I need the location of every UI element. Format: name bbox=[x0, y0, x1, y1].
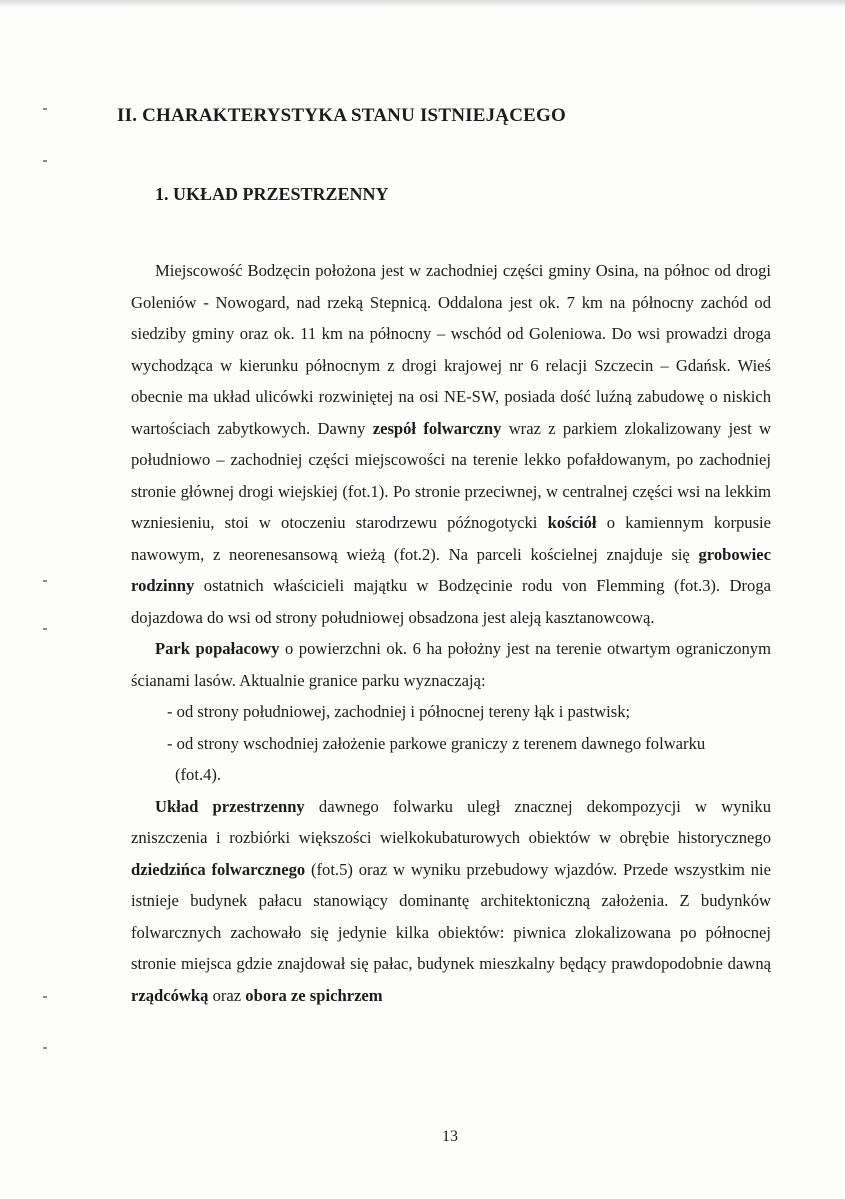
scan-top-edge bbox=[0, 0, 845, 8]
text-run: ostatnich właścicieli majątku w Bodzęcinie rodu von Flemming (fot.3). Droga dojazdowa do wsi od strony południowej obsadzona jest aleją kasztanowcową. bbox=[131, 576, 771, 627]
scan-margin-mark bbox=[43, 996, 47, 998]
paragraph-park bbox=[131, 633, 771, 696]
text-run: o kamiennym korpusie nawowym, z neorenesansową wieżą (fot.2). Na parceli kościelnej znajduje się bbox=[131, 513, 771, 564]
paragraph-layout bbox=[131, 791, 771, 1012]
list-item bbox=[131, 728, 771, 791]
paragraph-location bbox=[131, 255, 771, 633]
bold-term-obora: obora ze spichrzem bbox=[245, 985, 383, 1005]
list-item-continuation: (fot.4). bbox=[175, 765, 222, 784]
bold-term-dziedziniec: dziedzińca folwarcznego bbox=[131, 859, 306, 879]
page-number: 13 bbox=[442, 1128, 458, 1145]
body-text bbox=[131, 255, 771, 1011]
scan-margin-mark bbox=[43, 580, 47, 582]
text-run: dawnego folwarku uległ znacznej dekompozycji w wyniku zniszczenia i rozbiórki większości wielkokubaturowych obiektów w obrębie historycznego bbox=[131, 796, 771, 847]
bold-term-park: Park popałacowy bbox=[155, 639, 280, 658]
bold-term-kosciol: kościół bbox=[547, 513, 597, 532]
section-heading: II. CHARAKTERYSTYKA STANU ISTNIEJĄCEGO bbox=[117, 105, 566, 126]
scan-margin-mark bbox=[43, 1047, 47, 1049]
bold-term-rzadcowka: rządcówką bbox=[131, 985, 209, 1005]
subsection-heading: 1. UKŁAD PRZESTRZENNY bbox=[155, 184, 389, 204]
list-item bbox=[131, 696, 771, 728]
list-item-text: - od strony wschodniej założenie parkowe graniczy z terenem dawnego folwarku bbox=[167, 733, 706, 753]
scan-margin-mark bbox=[43, 160, 47, 162]
bold-term-zespol-folwarczny: zespół folwarczny bbox=[372, 418, 502, 438]
text-run: wraz z parkiem zlokalizowany jest w południowo – zachodniej części miejscowości na terenie lekko pofałdowanym, po zachodniej stronie głównej drogi wiejskiej (fot.1). Po stronie przeciwnej, w centralnej części wsi na lekkim wzniesieniu, stoi w otoczeniu starodrzewu późnogotycki bbox=[131, 418, 771, 532]
text-run: Miejscowość Bodzęcin położona jest w zachodniej części gminy Osina, na północ od drogi Goleniów - Nowogard, nad rzeką Stepnicą. Oddalona jest ok. 7 km na północny zachód od siedziby gminy oraz ok. 11 km na północny – wschód od Goleniowa. Do wsi prowadzi droga wychodząca w kierunku północnym z drogi krajowej nr 6 relacji Szczecin – Gdańsk. Wieś obecnie ma układ ulicówki rozwiniętej na osi NE-SW, posiada dość luźną zabudowę o niskich wartościach zabytkowych. Dawny bbox=[131, 261, 771, 438]
text-run: oraz bbox=[208, 985, 246, 1005]
list-item-text: - od strony południowej, zachodniej i północnej tereny łąk i pastwisk; bbox=[167, 702, 631, 721]
text-run: o powierzchni ok. 6 ha położny jest na terenie otwartym ograniczonym ścianami lasów. Aktualnie granice parku wyznaczają: bbox=[131, 639, 771, 690]
bold-term-grobowiec: grobowiec rodzinny bbox=[131, 544, 771, 595]
bold-term-uklad: Układ przestrzenny bbox=[155, 796, 305, 816]
text-run: (fot.5) oraz w wyniku przebudowy wjazdów. Przede wszystkim nie istnieje budynek pałacu stanowiący dominantę architektoniczną założenia. Z budynków folwarcznych zachowało się jedynie kilka obiektów: piwnica zlokalizowana po północnej stronie miejsca gdzie znajdował się pałac, budynek mieszkalny będący prawdopodobnie dawną bbox=[131, 859, 772, 973]
scan-margin-mark bbox=[43, 108, 47, 110]
scan-margin-mark bbox=[43, 628, 47, 630]
